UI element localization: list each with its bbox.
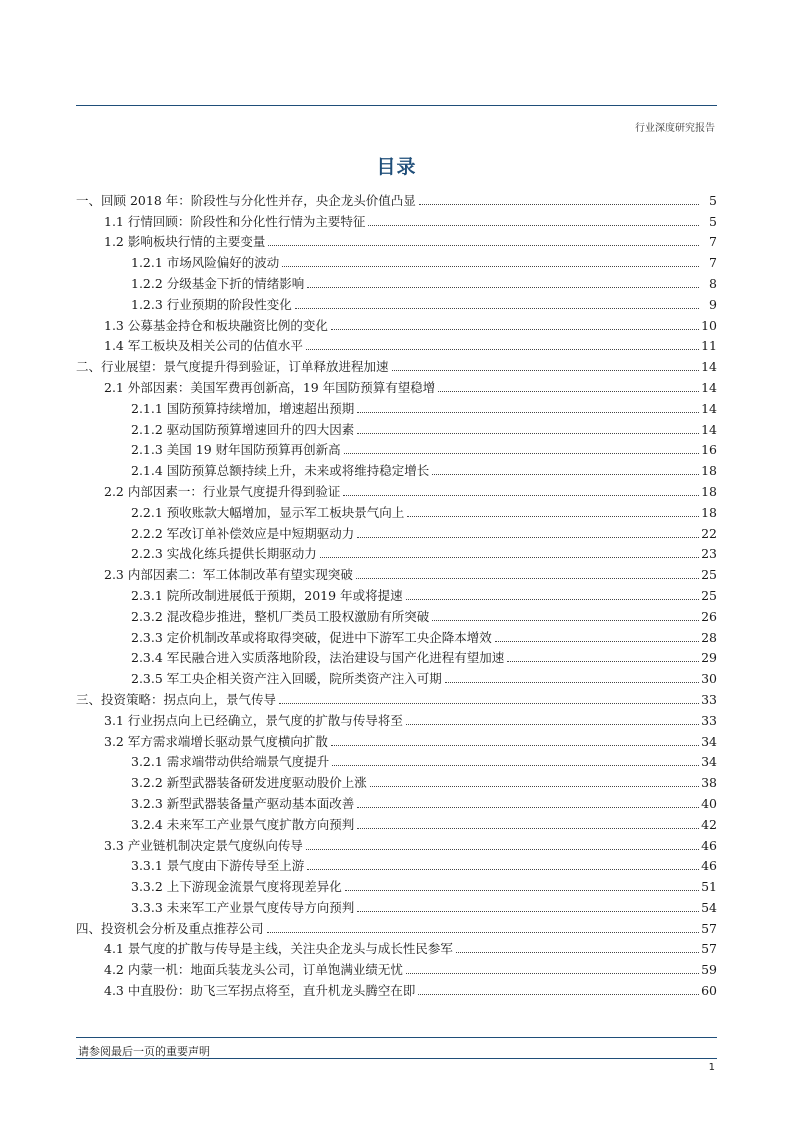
toc-entry-page: 22 <box>701 525 717 541</box>
toc-leader-dots <box>357 537 699 538</box>
toc-entry[interactable] <box>76 583 717 604</box>
toc-entry-title: 四、投资机会分析及重点推荐公司 <box>76 920 264 936</box>
toc-entry-page: 11 <box>701 338 717 354</box>
toc-entry-title: 2.3.2 混改稳步推进，整机厂类员工股权激励有所突破 <box>131 608 430 624</box>
toc-leader-dots <box>495 641 699 642</box>
toc-entry-page: 30 <box>701 671 717 687</box>
footer-rule-bottom <box>76 1058 717 1059</box>
toc-entry[interactable] <box>76 250 717 271</box>
toc-entry-page: 60 <box>701 983 717 999</box>
toc-entry-title: 一、回顾 2018 年：阶段性与分化性并存，央企龙头价值凸显 <box>76 192 416 208</box>
toc-entry-page: 40 <box>701 795 717 811</box>
toc-leader-dots <box>406 973 699 974</box>
toc-leader-dots <box>445 682 699 683</box>
toc-entry[interactable] <box>76 271 717 292</box>
toc-entry-title: 3.2.2 新型武器装备研发进度驱动股价上涨 <box>131 775 367 791</box>
toc-leader-dots <box>344 453 699 454</box>
toc-entry[interactable] <box>76 646 717 667</box>
toc-entry[interactable] <box>76 625 717 646</box>
toc-entry-page: 33 <box>701 712 717 728</box>
toc-entry-title: 三、投资策略：拐点向上，景气传导 <box>76 691 277 707</box>
toc-leader-dots <box>432 474 699 475</box>
report-type-label: 行业深度研究报告 <box>635 123 715 134</box>
toc-leader-dots <box>392 370 699 371</box>
toc-leader-dots <box>357 807 699 808</box>
toc-entry-page: 14 <box>701 379 717 395</box>
toc-leader-dots <box>331 329 699 330</box>
toc-entry[interactable] <box>76 978 717 999</box>
toc-entry-page: 38 <box>701 775 717 791</box>
toc-entry-title: 4.3 中直股份：助飞三军拐点将至，直升机龙头腾空在即 <box>104 983 416 999</box>
toc-entry-title: 4.1 景气度的扩散与传导是主线，关注央企龙头与成长性民参军 <box>104 941 453 957</box>
toc-entry[interactable] <box>76 791 717 812</box>
toc-entry-title: 2.2.3 实战化练兵提供长期驱动力 <box>131 546 317 562</box>
toc-entry-title: 3.2.1 需求端带动供给端景气度提升 <box>131 754 330 770</box>
toc-entry-page: 28 <box>701 629 717 645</box>
toc-entry-title: 3.3.3 未来军工产业景气度传导方向预判 <box>131 899 355 915</box>
toc-entry-title: 2.1.4 国防预算总额持续上升，未来或将维持稳定增长 <box>131 463 430 479</box>
toc-entry[interactable] <box>76 770 717 791</box>
toc-entry[interactable] <box>76 542 717 563</box>
toc-entry-title: 1.1 行情回顾：阶段性和分化性行情为主要特征 <box>104 213 366 229</box>
toc-entry-page: 57 <box>701 920 717 936</box>
toc-entry-title: 1.2.1 市场风险偏好的波动 <box>131 255 280 271</box>
toc-entry[interactable] <box>76 396 717 417</box>
toc-entry-page: 16 <box>701 442 717 458</box>
toc-entry[interactable] <box>76 209 717 230</box>
toc-entry[interactable] <box>76 916 717 937</box>
toc-entry-title: 3.3.2 上下游现金流景气度将现差异化 <box>131 879 342 895</box>
disclaimer-note: 请参阅最后一页的重要声明 <box>78 1045 210 1058</box>
toc-entry[interactable] <box>76 438 717 459</box>
toc-entry-page: 42 <box>701 816 717 832</box>
toc-entry[interactable] <box>76 687 717 708</box>
toc-entry-title: 2.1.1 国防预算持续增加，增速超出预期 <box>131 400 355 416</box>
toc-entry-title: 二、行业展望：景气度提升得到验证，订单释放进程加速 <box>76 359 389 375</box>
toc-entry[interactable] <box>76 874 717 895</box>
toc-entry-title: 3.2 军方需求端增长驱动景气度横向扩散 <box>104 733 328 749</box>
toc-leader-dots <box>357 433 699 434</box>
toc-entry[interactable] <box>76 833 717 854</box>
toc-entry-title: 4.2 内蒙一机：地面兵装龙头公司，订单饱满业绩无忧 <box>104 962 403 978</box>
toc-leader-dots <box>356 578 699 579</box>
toc-leader-dots <box>357 911 699 912</box>
toc-entry-page: 46 <box>701 858 717 874</box>
toc-leader-dots <box>307 869 699 870</box>
toc-entry-page: 26 <box>701 608 717 624</box>
toc-entry-page: 29 <box>701 650 717 666</box>
toc-entry-page: 51 <box>701 879 717 895</box>
footer-rule-top <box>76 1037 717 1038</box>
toc-entry[interactable] <box>76 812 717 833</box>
toc-entry[interactable] <box>76 729 717 750</box>
toc-leader-dots <box>357 412 699 413</box>
toc-entry-page: 18 <box>701 504 717 520</box>
toc-leader-dots <box>331 745 699 746</box>
toc-entry-page: 7 <box>709 234 717 250</box>
toc-entry-page: 33 <box>701 691 717 707</box>
toc-entry-title: 2.1 外部因素：美国军费再创新高，19 年国防预算有望稳增 <box>104 379 436 395</box>
toc-entry-title: 3.2.4 未来军工产业景气度扩散方向预判 <box>131 816 355 832</box>
toc-entry[interactable] <box>76 292 717 313</box>
toc-leader-dots <box>307 287 699 288</box>
toc-entry[interactable] <box>76 354 717 375</box>
toc-entry[interactable] <box>76 957 717 978</box>
toc-entry-page: 57 <box>701 941 717 957</box>
toc-entry-page: 34 <box>701 733 717 749</box>
toc-entry-title: 1.2.2 分级基金下折的情绪影响 <box>131 275 305 291</box>
toc-entry-title: 3.3 产业链机制决定景气度纵向传导 <box>104 837 303 853</box>
toc-leader-dots <box>306 349 699 350</box>
toc-entry-title: 2.1.3 美国 19 财年国防预算再创新高 <box>131 442 341 458</box>
toc-leader-dots <box>282 266 699 267</box>
toc-entry-title: 2.2.1 预收账款大幅增加，显示军工板块景气向上 <box>131 504 405 520</box>
toc-leader-dots <box>343 495 699 496</box>
toc-entry[interactable] <box>76 604 717 625</box>
toc-entry[interactable] <box>76 500 717 521</box>
toc-leader-dots <box>320 557 699 558</box>
toc-leader-dots <box>267 932 699 933</box>
toc-leader-dots <box>279 703 699 704</box>
table-of-contents <box>76 188 717 999</box>
toc-entry[interactable] <box>76 666 717 687</box>
toc-entry[interactable] <box>76 521 717 542</box>
toc-entry[interactable] <box>76 479 717 500</box>
toc-entry-page: 46 <box>701 837 717 853</box>
toc-entry[interactable] <box>76 230 717 251</box>
toc-entry[interactable] <box>76 708 717 729</box>
toc-entry-page: 54 <box>701 899 717 915</box>
toc-entry-page: 14 <box>701 421 717 437</box>
toc-entry-page: 7 <box>709 255 717 271</box>
toc-entry-title: 1.2 影响板块行情的主要变量 <box>104 234 266 250</box>
toc-entry-page: 9 <box>709 296 717 312</box>
toc-leader-dots <box>406 599 699 600</box>
toc-entry-title: 2.1.2 驱动国防预算增速回升的四大因素 <box>131 421 355 437</box>
toc-leader-dots <box>345 890 699 891</box>
toc-entry-title: 1.4 军工板块及相关公司的估值水平 <box>104 338 303 354</box>
toc-entry-page: 34 <box>701 754 717 770</box>
toc-entry-title: 1.2.3 行业预期的阶段性变化 <box>131 296 292 312</box>
toc-leader-dots <box>306 849 699 850</box>
header-rule <box>76 105 717 106</box>
toc-entry-page: 25 <box>701 567 717 583</box>
toc-leader-dots <box>456 952 699 953</box>
toc-entry-title: 3.3.1 景气度由下游传导至上游 <box>131 858 305 874</box>
toc-entry[interactable] <box>76 937 717 958</box>
toc-leader-dots <box>357 828 699 829</box>
toc-entry-page: 59 <box>701 962 717 978</box>
toc-entry-title: 2.2 内部因素一：行业景气度提升得到验证 <box>104 483 341 499</box>
toc-entry[interactable] <box>76 188 717 209</box>
toc-entry[interactable] <box>76 458 717 479</box>
toc-title: 目录 <box>376 156 417 178</box>
toc-leader-dots <box>419 204 699 205</box>
toc-entry-title: 2.3 内部因素二：军工体制改革有望实现突破 <box>104 567 353 583</box>
toc-entry-page: 5 <box>709 192 717 208</box>
toc-entry-title: 1.3 公募基金持仓和板块融资比例的变化 <box>104 317 328 333</box>
toc-entry-page: 14 <box>701 359 717 375</box>
toc-entry[interactable] <box>76 417 717 438</box>
toc-entry[interactable] <box>76 313 717 334</box>
toc-entry-title: 2.3.1 院所改制进展低于预期，2019 年或将提速 <box>131 587 403 603</box>
toc-leader-dots <box>432 620 699 621</box>
toc-entry[interactable] <box>76 375 717 396</box>
toc-entry-page: 8 <box>709 275 717 291</box>
toc-leader-dots <box>407 516 699 517</box>
toc-entry-page: 18 <box>701 483 717 499</box>
toc-leader-dots <box>268 245 699 246</box>
toc-entry-title: 2.2.2 军改订单补偿效应是中短期驱动力 <box>131 525 355 541</box>
toc-entry-title: 2.3.4 军民融合进入实质落地阶段，法治建设与国产化进程有望加速 <box>131 650 505 666</box>
toc-leader-dots <box>406 724 699 725</box>
toc-entry-page: 14 <box>701 400 717 416</box>
toc-entry-title: 2.3.3 定价机制改革或将取得突破，促进中下游军工央企降本增效 <box>131 629 492 645</box>
toc-leader-dots <box>438 391 699 392</box>
toc-entry-page: 23 <box>701 546 717 562</box>
toc-entry[interactable] <box>76 334 717 355</box>
page-number: 1 <box>708 1062 715 1073</box>
toc-leader-dots <box>507 661 699 662</box>
toc-entry-title: 3.2.3 新型武器装备量产驱动基本面改善 <box>131 795 355 811</box>
toc-leader-dots <box>370 786 699 787</box>
toc-entry[interactable] <box>76 895 717 916</box>
toc-entry-page: 25 <box>701 587 717 603</box>
toc-entry[interactable] <box>76 562 717 583</box>
toc-entry-page: 5 <box>709 213 717 229</box>
toc-leader-dots <box>332 765 699 766</box>
toc-entry-title: 3.1 行业拐点向上已经确立，景气度的扩散与传导将至 <box>104 712 403 728</box>
toc-leader-dots <box>368 225 699 226</box>
toc-entry-page: 18 <box>701 463 717 479</box>
toc-entry-title: 2.3.5 军工央企相关资产注入回暖，院所类资产注入可期 <box>131 671 442 687</box>
toc-entry-page: 10 <box>701 317 717 333</box>
toc-leader-dots <box>418 994 699 995</box>
toc-entry[interactable] <box>76 854 717 875</box>
toc-entry[interactable] <box>76 750 717 771</box>
toc-leader-dots <box>295 308 699 309</box>
